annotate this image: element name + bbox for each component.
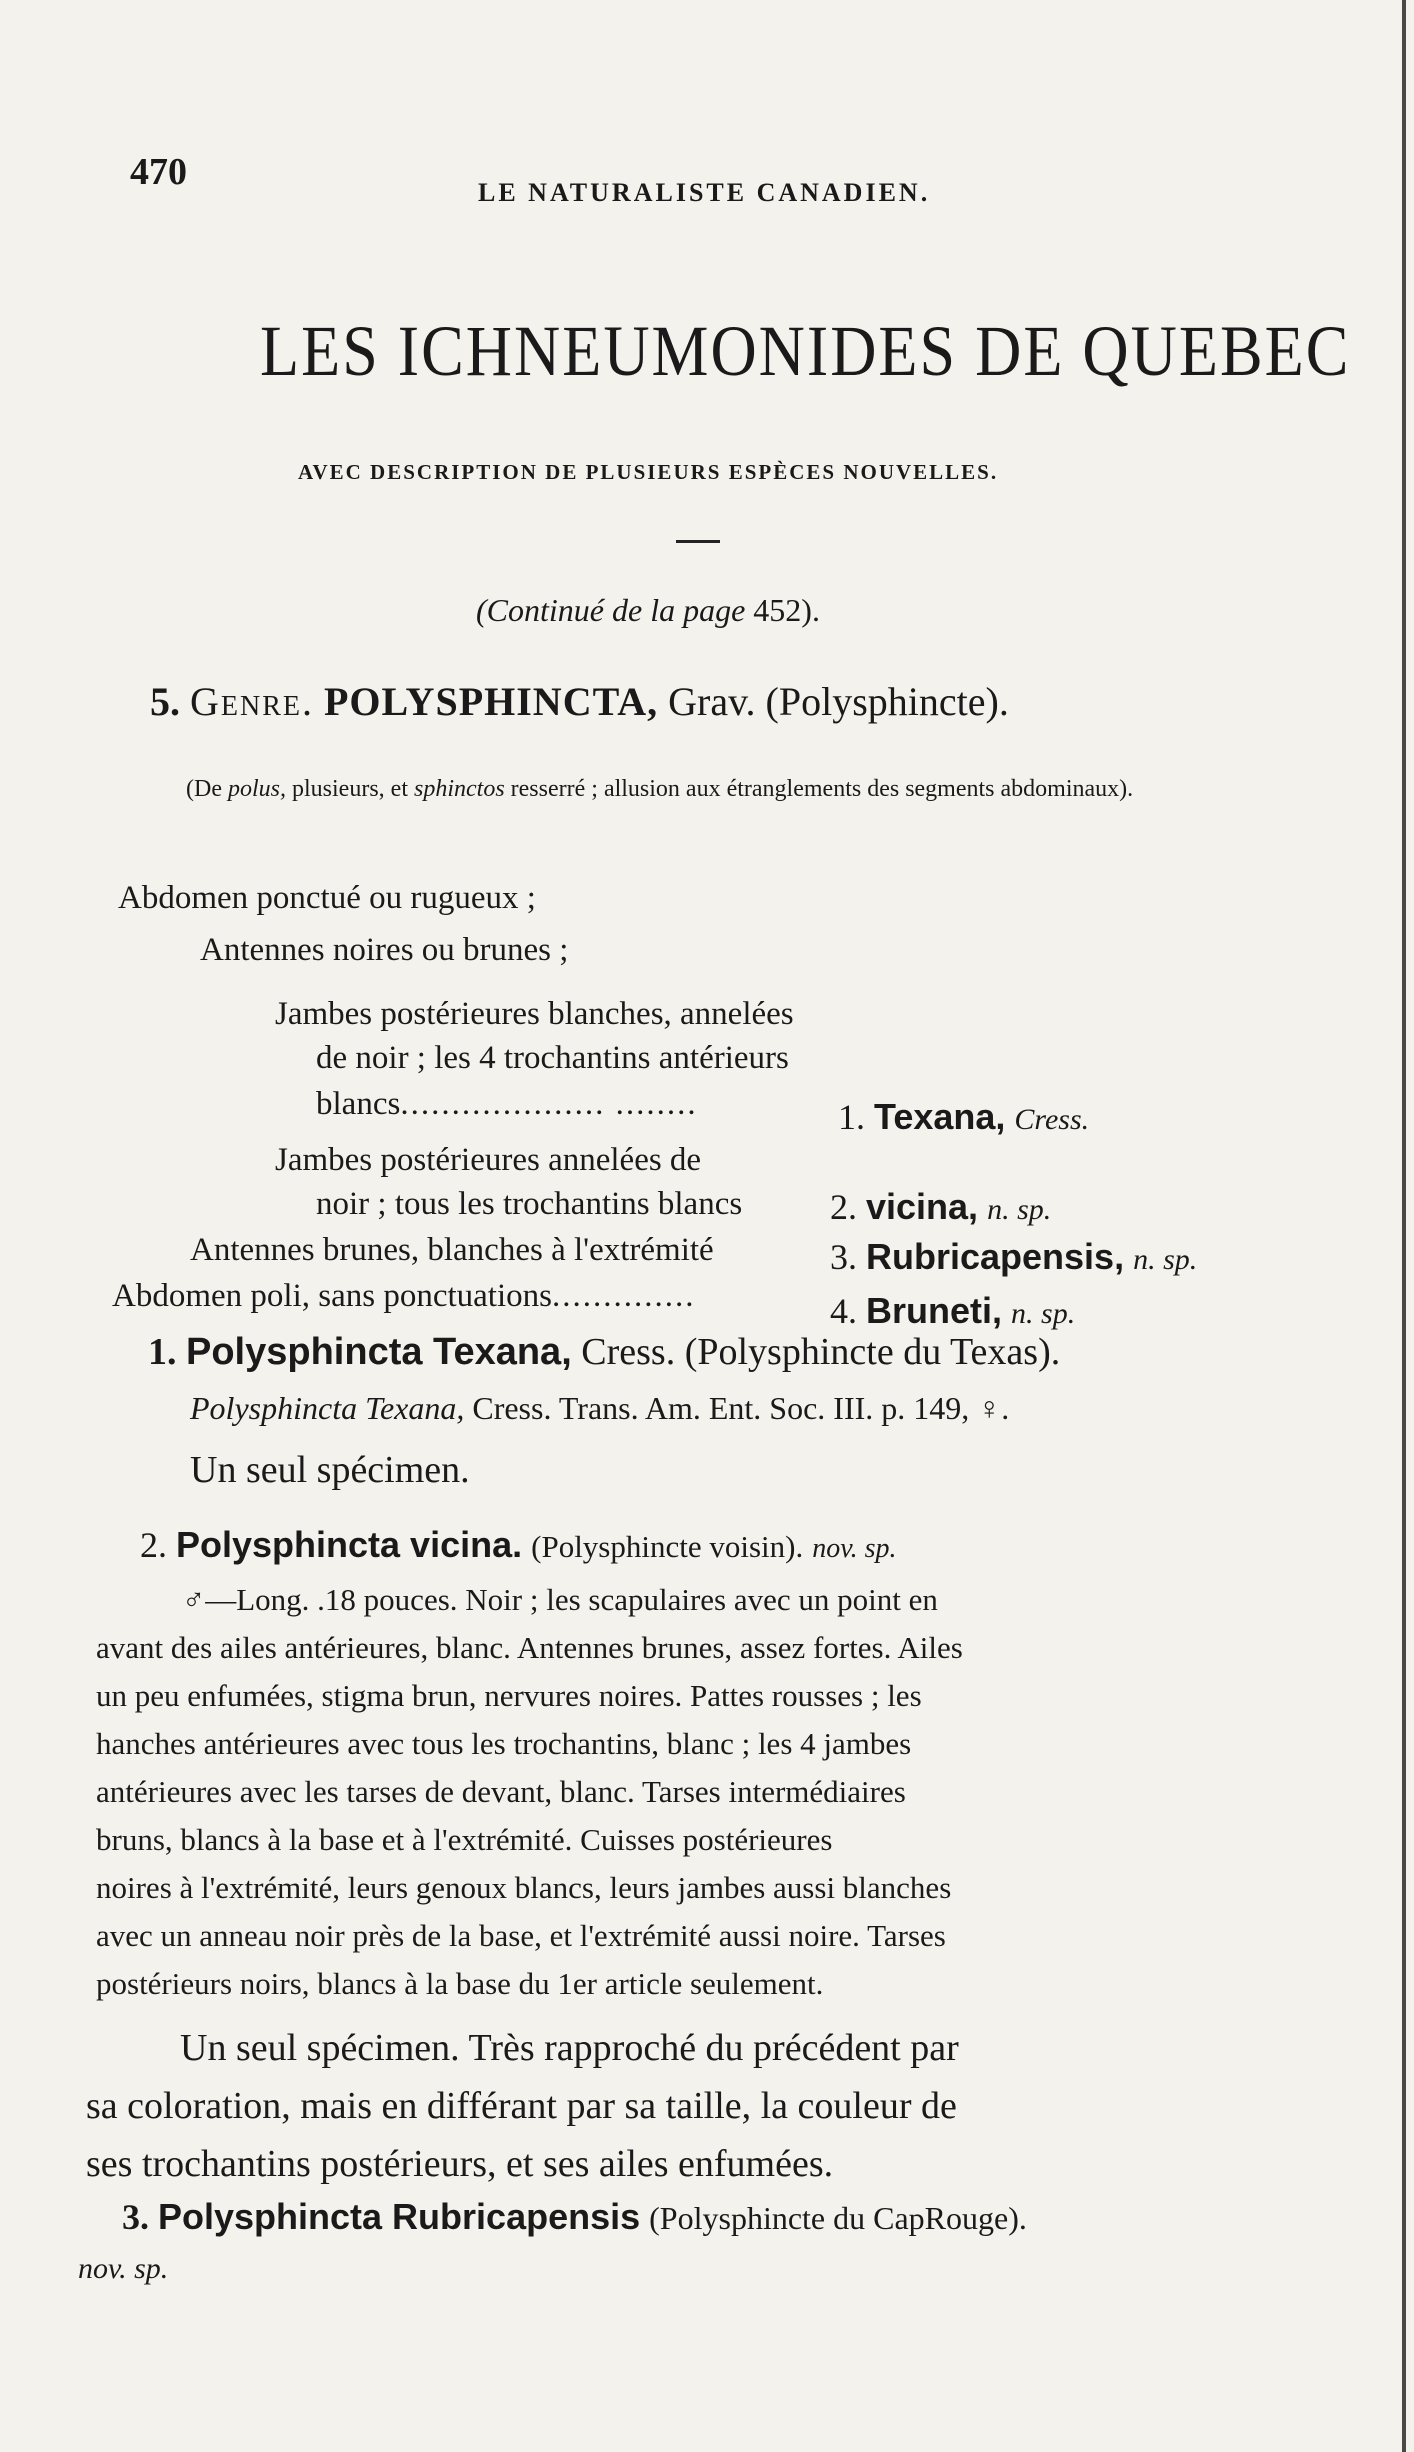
- description-line: hanches antérieures avec tous les trochantins, blanc ; les 4 jambes: [96, 1726, 912, 1761]
- description-line: [182, 1582, 938, 1618]
- genus-author: Grav.: [668, 679, 756, 724]
- genus-number: 5.: [150, 679, 180, 724]
- key-text: blancs: [316, 1086, 401, 1122]
- species-number: 3.: [122, 2197, 149, 2237]
- key-line: Antennes brunes, blanches à l'extrémité: [190, 1232, 714, 1268]
- etymology-term: polus,: [227, 776, 286, 802]
- etymology-text: plusieurs, et: [292, 776, 408, 802]
- etymology-text: (De: [186, 776, 222, 802]
- species-vernacular: Cress. (Polysphincte du Texas).: [581, 1331, 1061, 1373]
- description-text: —Long. .18 pouces. Noir ; les scapulaires avec un point en: [205, 1582, 938, 1617]
- species-heading: [122, 2196, 1027, 2238]
- species-number: 2.: [140, 1525, 167, 1565]
- specimen-note: Un seul spécimen.: [190, 1449, 470, 1491]
- key-author: n. sp.: [1011, 1297, 1076, 1330]
- species-heading: [140, 1524, 896, 1566]
- running-head: LE NATURALISTE CANADIEN.: [478, 178, 931, 207]
- key-line: Jambes postérieures annelées de: [275, 1142, 702, 1178]
- key-author: n. sp.: [1133, 1243, 1198, 1276]
- key-result: [838, 1096, 1089, 1138]
- title-rule: [676, 540, 720, 543]
- continued-text: (Continué de la page: [476, 592, 746, 628]
- key-text: Abdomen poli, sans ponctuations: [112, 1278, 552, 1314]
- key-entry: [316, 1086, 698, 1123]
- species-status: nov. sp.: [78, 2252, 169, 2285]
- key-result: [830, 1236, 1197, 1278]
- key-result: [830, 1186, 1051, 1228]
- etymology-term: sphinctos: [413, 776, 505, 802]
- description-line: avant des ailes antérieures, blanc. Antennes brunes, assez fortes. Ailes: [96, 1630, 963, 1665]
- genus-heading: [150, 678, 1009, 725]
- description-line: un peu enfumées, stigma brun, nervures noires. Pattes rousses ; les: [96, 1678, 922, 1713]
- description-line: noires à l'extrémité, leurs genoux blancs, leurs jambes aussi blanches: [96, 1870, 952, 1905]
- etymology-text: resserré ; allusion aux étranglements des segments abdominaux).: [510, 776, 1134, 802]
- genus-name: POLYSPHINCTA,: [324, 679, 659, 724]
- key-species: Rubricapensis,: [866, 1236, 1125, 1277]
- genus-label: Genre.: [190, 679, 314, 724]
- continued-page: 452).: [753, 592, 820, 628]
- continued-note: [476, 592, 820, 629]
- etymology-note: [124, 772, 1264, 806]
- reference-text: Cress. Trans. Am. Ent. Soc. III. p. 149,: [472, 1390, 970, 1426]
- species-heading: [148, 1330, 1060, 1374]
- page-edge-rule: [1402, 0, 1406, 2452]
- remark-line: Un seul spécimen. Très rapproché du précédent par: [180, 2027, 959, 2069]
- key-species: vicina,: [866, 1186, 979, 1227]
- description-line: postérieurs noirs, blancs à la base du 1er article seulement.: [96, 1966, 824, 2001]
- species-vernacular: (Polysphincte du CapRouge).: [649, 2200, 1027, 2236]
- description-line: antérieures avec les tarses de devant, blanc. Tarses intermédiaires: [96, 1774, 906, 1809]
- article-title: LES ICHNEUMONIDES DE QUEBEC: [260, 311, 1351, 391]
- key-line: Abdomen ponctué ou rugueux ;: [118, 880, 536, 916]
- reference-name: Polysphincta Texana,: [190, 1390, 465, 1426]
- key-number: 2.: [830, 1187, 857, 1227]
- key-number: 3.: [830, 1237, 857, 1277]
- remark-line: sa coloration, mais en différant par sa taille, la couleur de: [86, 2085, 957, 2127]
- key-line: noir ; tous les trochantins blancs: [316, 1186, 743, 1222]
- description-line: bruns, blancs à la base et à l'extrémité. Cuisses postérieures: [96, 1822, 833, 1857]
- species-number: 1.: [148, 1331, 177, 1373]
- remark-line: ses trochantins postérieurs, et ses ailes enfumées.: [86, 2143, 834, 2185]
- description-line: avec un anneau noir près de la base, et l'extrémité aussi noire. Tarses: [96, 1918, 946, 1953]
- species-name: Polysphincta Rubricapensis: [158, 2196, 641, 2237]
- key-result: [830, 1290, 1075, 1332]
- key-line: Jambes postérieures blanches, annelées: [275, 996, 794, 1032]
- key-number: 4.: [830, 1291, 857, 1331]
- species-name: Polysphincta Texana,: [186, 1331, 572, 1373]
- key-author: n. sp.: [987, 1193, 1052, 1226]
- genus-vernacular: (Polysphincte).: [765, 679, 1009, 724]
- male-symbol: ♂: [182, 1582, 206, 1617]
- key-line: Antennes noires ou brunes ;: [200, 932, 569, 968]
- key-entry: [112, 1278, 695, 1315]
- article-subtitle: AVEC DESCRIPTION DE PLUSIEURS ESPÈCES NOUVELLES.: [298, 460, 999, 484]
- key-number: 1.: [838, 1097, 865, 1137]
- key-author: Cress.: [1014, 1103, 1090, 1136]
- key-dots: .................... ........: [400, 1086, 698, 1122]
- key-line: de noir ; les 4 trochantins antérieurs: [316, 1040, 789, 1076]
- species-reference: [190, 1390, 1009, 1427]
- species-status: nov. sp.: [812, 1533, 897, 1564]
- page-number: 470: [130, 151, 187, 193]
- female-symbol: ♀.: [977, 1390, 1010, 1426]
- key-species: Bruneti,: [866, 1290, 1003, 1331]
- species-vernacular: (Polysphincte voisin).: [531, 1529, 804, 1564]
- species-name: Polysphincta vicina.: [176, 1524, 523, 1565]
- key-dots: ..............: [551, 1278, 696, 1314]
- key-species: Texana,: [874, 1096, 1006, 1137]
